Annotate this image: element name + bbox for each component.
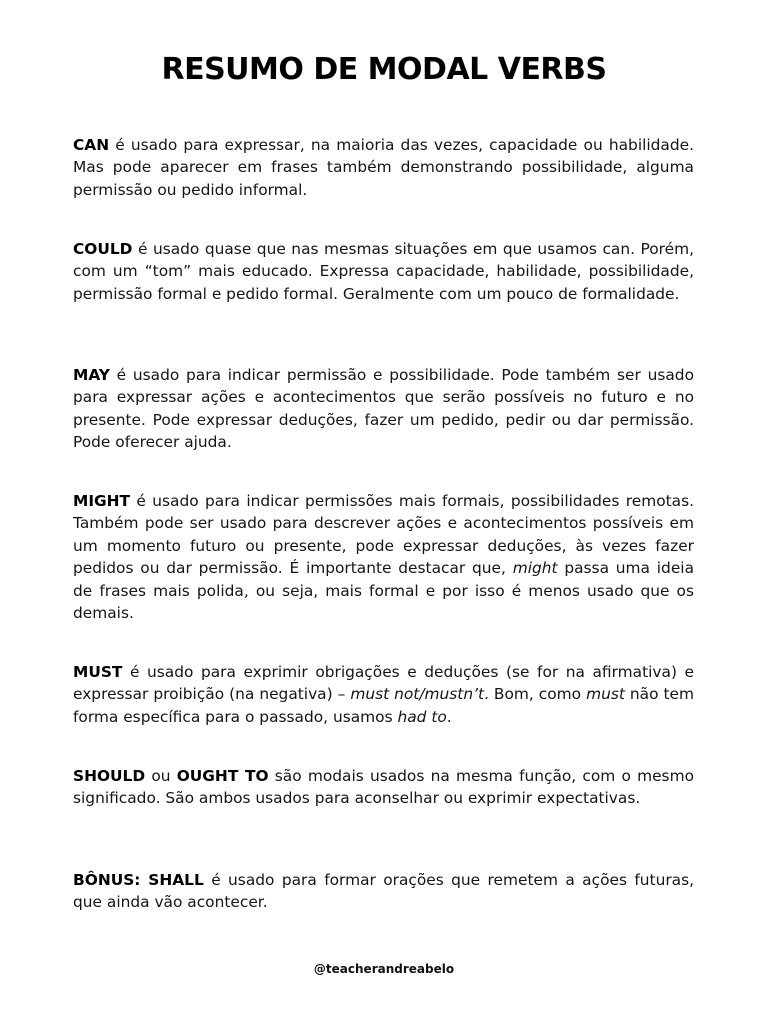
term-might: MIGHT [73, 492, 131, 510]
paragraph-must-italic-2: must [586, 685, 625, 704]
paragraph-shall-text: é usado para formar orações que remetem a ações futuras, que ainda vão acontecer. [73, 871, 695, 912]
paragraph-might-italic-1: might [512, 559, 558, 578]
term-shall: BÔNUS: SHALL [73, 871, 204, 889]
paragraph-might-text-1: é usado para indicar permissões mais formais, possibilidades remotas. Também pode ser usado para descrever ações e acontecimentos possíveis em um momento futuro ou presente, pode expressar deduções, às vezes fazer pedidos ou dar permissão. É importante destacar que, [73, 492, 694, 578]
paragraph-must-italic-1: must not/mustn’t [350, 685, 485, 704]
paragraph-must-italic-3: had to [397, 707, 447, 726]
paragraph-must-text-4: . [446, 707, 452, 726]
paragraph-may [73, 364, 694, 454]
paragraph-might [73, 490, 694, 624]
paragraph-could [73, 238, 694, 305]
page-title: RESUMO DE MODAL VERBS [161, 52, 607, 87]
term-may: MAY [73, 366, 110, 384]
paragraph-must-text-3: não tem forma específica para o passado, usamos [73, 685, 694, 726]
paragraph-shall [73, 869, 694, 914]
term-can: CAN [73, 136, 110, 154]
paragraph-may-text: é usado para indicar permissão e possibilidade. Pode também ser usado para expressar ações e acontecimentos que serão possíveis no futuro e no presente. Pode expressar deduções, fazer um pedido, pedir ou dar permissão. Pode oferecer ajuda. [73, 366, 694, 452]
term-must: MUST [73, 663, 123, 681]
term-should: SHOULD [73, 767, 146, 785]
author-handle: @teacherandreabelo [313, 962, 455, 976]
paragraph-could-text: é usado quase que nas mesmas situações em que usamos can. Porém, com um “tom” mais educado. Expressa capacidade, habilidade, possibilidade, permissão formal e pedido formal. Geralmente com um pouco de formalidade. [73, 240, 694, 303]
paragraph-should [73, 765, 694, 810]
paragraph-should-text: são modais usados na mesma função, com o mesmo significado. São ambos usados para aconselhar ou exprimir expectativas. [73, 767, 694, 808]
paragraph-might-text-2: passa uma ideia de frases mais polida, ou seja, mais formal e por isso é menos usado que os demais. [73, 559, 694, 623]
paragraph-must-text-1: é usado para exprimir obrigações e deduções (se for na afirmativa) e expressar proibição (na negativa) – [73, 663, 694, 704]
paragraph-should-connector: ou [145, 767, 177, 785]
term-ought-to: OUGHT TO [176, 767, 269, 785]
paragraph-must [73, 661, 694, 728]
term-could: COULD [73, 240, 133, 258]
paragraph-must-text-2: . Bom, como [484, 685, 587, 704]
paragraph-can-text: é usado para expressar, na maioria das vezes, capacidade ou habilidade. Mas pode aparecer em frases também demonstrando possibilidade, alguma permissão ou pedido informal. [73, 136, 694, 199]
paragraph-can [73, 134, 694, 201]
